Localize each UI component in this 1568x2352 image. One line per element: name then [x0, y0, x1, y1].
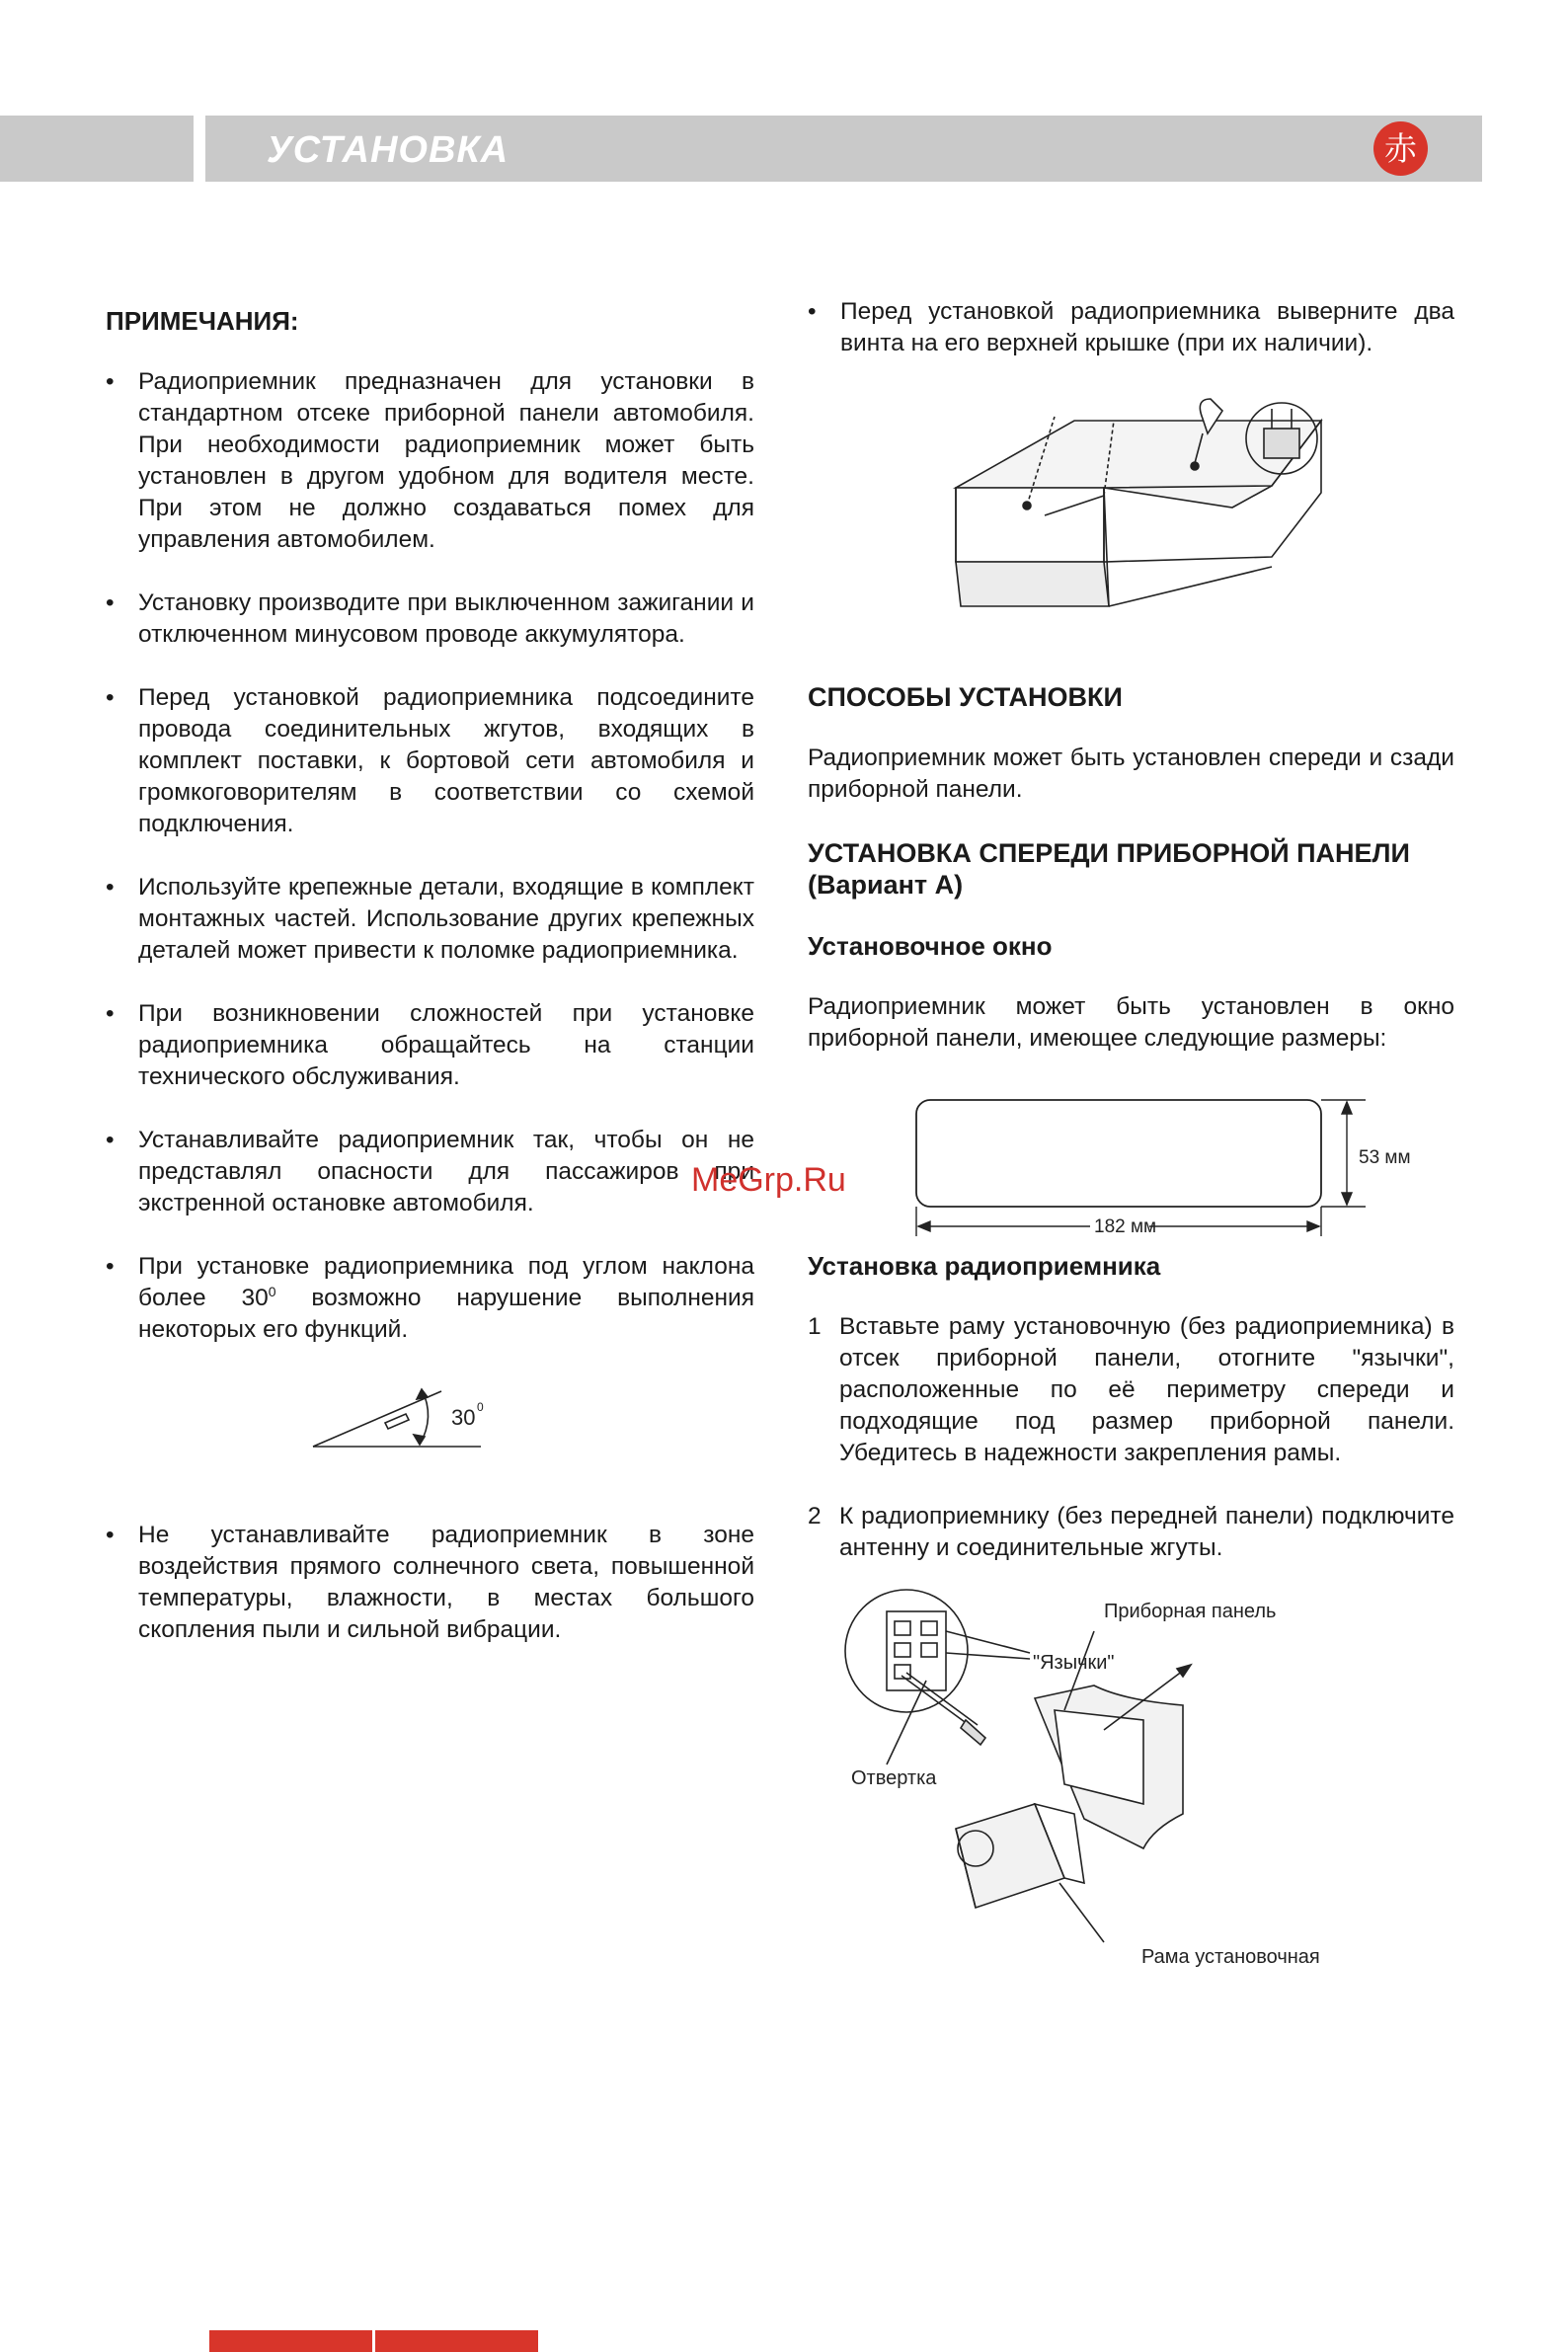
page-title: УСТАНОВКА [267, 129, 510, 171]
watermark: MeGrp.Ru [691, 1161, 846, 1199]
dashboard-label: Приборная панель [1104, 1601, 1277, 1622]
install-step [808, 1311, 1454, 1469]
note-item: • Используйте крепежные детали, входящие в комплект монтажных частей. Использование других крепежных деталей может привести к поломке радиоприемника. [106, 872, 754, 967]
window-dimensions-diagram [808, 1082, 1454, 1250]
note-item: • Не устанавливайте радиоприемник в зоне воздействия прямого солнечного света, повышенной температуры, влажности, в местах большого скопления пыли и сильной вибрации. [106, 1520, 754, 1646]
note-item: • Устанавливайте радиоприемник так, чтобы он не представлял опасности для пассажиров при экстренной остановке автомобиля. [106, 1125, 754, 1219]
detail-circle [845, 1590, 968, 1712]
dim-width-label: 182 мм [1094, 1216, 1157, 1237]
header-left-bar [0, 116, 194, 182]
angle-label-sup: 0 [477, 1400, 484, 1414]
note-item: • Радиоприемник предназначен для установки в стандартном отсеке приборной панели автомобиля. При необходимости радиоприемник может быть установлен в другом удобном для водителя месте. При этом не должно создаваться помех для управления автомобилем. [106, 366, 754, 556]
front-install-heading: УСТАНОВКА СПЕРЕДИ ПРИБОРНОЙ ПАНЕЛИ (Вариант А) [808, 838, 1410, 900]
dim-height-label: 53 мм [1359, 1147, 1411, 1168]
step-number: 1 [808, 1313, 822, 1340]
tabs-label: "Язычки" [1033, 1652, 1115, 1674]
frame-installation-figure [808, 1582, 1454, 1977]
window-text: Радиоприемник может быть установлен в окно приборной панели, имеющее следующие размеры: [808, 993, 1454, 1052]
angle-degree-sup: 0 [268, 1283, 276, 1299]
step-text: Вставьте раму установочную (без радиоприемника) в отсек приборной панели, отогните "язычки", расположенные по её периметру спереди и подходящие под размер приборной панели. Убедитесь в надежности закрепления рамы. [839, 1313, 1454, 1466]
step-text: К радиоприемнику (без передней панели) подключите антенну и соединительные жгуты. [839, 1503, 1454, 1561]
brand-logo-icon: 赤 [1373, 121, 1428, 176]
angle-text-before: При установке радиоприемника под углом наклона более 30 [138, 1253, 754, 1311]
install-heading: Установка радиоприемника [808, 1251, 1161, 1281]
install-step [808, 1501, 1454, 1564]
screws-note: • Перед установкой радиоприемника выверните два винта на его верхней крышке (при их наличии). [808, 296, 1454, 359]
window-heading: Установочное окно [808, 931, 1053, 961]
footer-bar [375, 2330, 538, 2352]
frame-label: Рама установочная [1141, 1946, 1320, 1968]
window-rectangle [916, 1100, 1321, 1207]
methods-text: Радиоприемник может быть установлен спереди и сзади приборной панели. [808, 745, 1454, 803]
notes-heading: ПРИМЕЧАНИЯ: [106, 306, 299, 336]
left-column [106, 296, 754, 1678]
radio-top-screws-figure [808, 359, 1454, 675]
angle-diagram [106, 1366, 754, 1484]
note-item: • Установку производите при выключенном зажигании и отключенном минусовом проводе аккумулятора. [106, 588, 754, 651]
footer-bar [209, 2330, 372, 2352]
angle-label: 30 [451, 1405, 476, 1430]
note-item-angle [106, 1251, 754, 1346]
screwdriver-label: Отвертка [851, 1767, 937, 1789]
right-column [808, 296, 1454, 1977]
angle-text-after: возможно нарушение выполнения некоторых его функций. [138, 1285, 754, 1343]
methods-heading: СПОСОБЫ УСТАНОВКИ [808, 682, 1123, 712]
note-item: • Перед установкой радиоприемника подсоедините провода соединительных жгутов, входящих в комплект поставки, к бортовой сети автомобиля и громкоговорителям в соответствии со схемой подключения. [106, 682, 754, 840]
note-item: • При возникновении сложностей при установке радиоприемника обращайтесь на станции технического обслуживания. [106, 998, 754, 1093]
header-bar [205, 116, 1482, 182]
step-number: 2 [808, 1503, 822, 1529]
